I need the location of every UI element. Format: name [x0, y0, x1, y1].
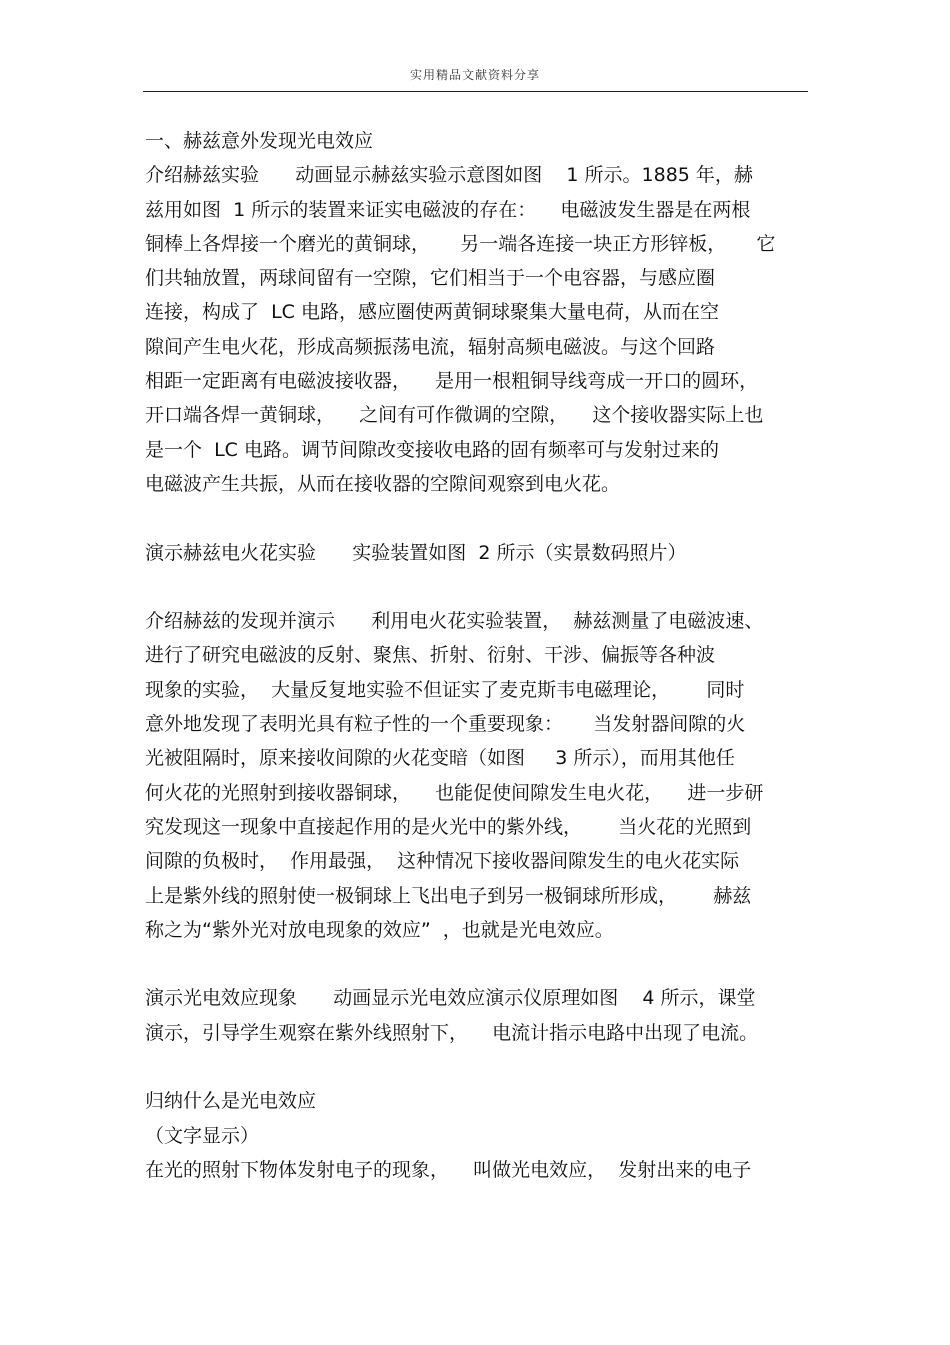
- paragraph-spacer: [145, 947, 810, 981]
- paragraph-line: 隙间产生电火花，形成高频振荡电流，辐射高频电磁波。与这个回路: [145, 335, 716, 358]
- paragraph-line: 们共轴放置，两球间留有一空隙，它们相当于一个电容器，与感应圈: [145, 267, 716, 290]
- paragraph-line: 演示，引导学生观察在紫外线照射下， 电流计指示电路中出现了电流。: [145, 1021, 759, 1044]
- paragraph-line: 称之为“紫外光对放电现象的效应” ，也就是光电效应。: [145, 918, 614, 941]
- paragraph-line: 现象的实验， 大量反复地实验不但证实了麦克斯韦电磁理论， 同时: [145, 678, 745, 701]
- document-body: [145, 124, 810, 1187]
- paragraph-line: 归纳什么是光电效应: [145, 1090, 317, 1113]
- paragraph-line: 开口端各焊一黄铜球， 之间有可作微调的空隙， 这个接收器实际上也: [145, 404, 764, 427]
- page-header-title: 实用精品文献资料分享: [409, 68, 540, 82]
- paragraph-line: 是一个 LC 电路。调节间隙改变接收电路的固有频率可与发射过来的: [145, 438, 719, 461]
- header-divider: [143, 91, 808, 92]
- paragraph-line: 介绍赫兹实验 动画显示赫兹实验示意图如图 1 所示。1885 年，赫: [145, 164, 753, 187]
- paragraph-line: 在光的照射下物体发射电子的现象， 叫做光电效应， 发射出来的电子: [145, 1158, 752, 1181]
- paragraph-line: 何火花的光照射到接收器铜球， 也能促使间隙发生电火花， 进一步研: [145, 781, 764, 804]
- paragraph-line: 上是紫外线的照射使一极铜球上飞出电子到另一极铜球所形成， 赫兹: [145, 884, 752, 907]
- paragraph-line: 介绍赫兹的发现并演示 利用电火花实验装置， 赫兹测量了电磁波速、: [145, 610, 764, 633]
- paragraph-line: （文字显示）: [145, 1124, 260, 1147]
- paragraph-line: 间隙的负极时， 作用最强， 这种情况下接收器间隙发生的电火花实际: [145, 850, 740, 873]
- paragraph-line: 连接，构成了 LC 电路，感应圈使两黄铜球聚集大量电荷，从而在空: [145, 301, 719, 324]
- paragraph-line: 电磁波产生共振，从而在接收器的空隙间观察到电火花。: [145, 472, 621, 495]
- paragraph-spacer: [145, 1050, 810, 1084]
- paragraph-line: 意外地发现了表明光具有粒子性的一个重要现象： 当发射器间隙的火: [145, 713, 746, 736]
- section-heading: 一、赫兹意外发现光电效应: [145, 130, 374, 152]
- paragraph-line: 光被阻隔时，原来接收间隙的火花变暗（如图 3 所示），而用其他任: [145, 747, 735, 770]
- paragraph-line: 铜棒上各焊接一个磨光的黄铜球， 另一端各连接一块正方形锌板， 它: [145, 232, 776, 255]
- paragraph-line: 演示赫兹电火花实验 实验装置如图 2 所示（实景数码照片）: [145, 541, 687, 564]
- paragraph-line: 兹用如图 1 所示的装置来证实电磁波的存在： 电磁波发生器是在两根: [145, 198, 751, 221]
- paragraph-line: 演示光电效应现象 动画显示光电效应演示仪原理如图 4 所示，课堂: [145, 987, 756, 1010]
- paragraph-line: 相距一定距离有电磁波接收器， 是用一根粗铜导线弯成一开口的圆环，: [145, 370, 759, 393]
- paragraph-spacer: [145, 501, 810, 535]
- paragraph-spacer: [145, 570, 810, 604]
- paragraph-line: 进行了研究电磁波的反射、聚焦、折射、衍射、干涉、偏振等各种波: [145, 644, 716, 667]
- paragraph-line: 究发现这一现象中直接起作用的是火光中的紫外线， 当火花的光照到: [145, 815, 752, 838]
